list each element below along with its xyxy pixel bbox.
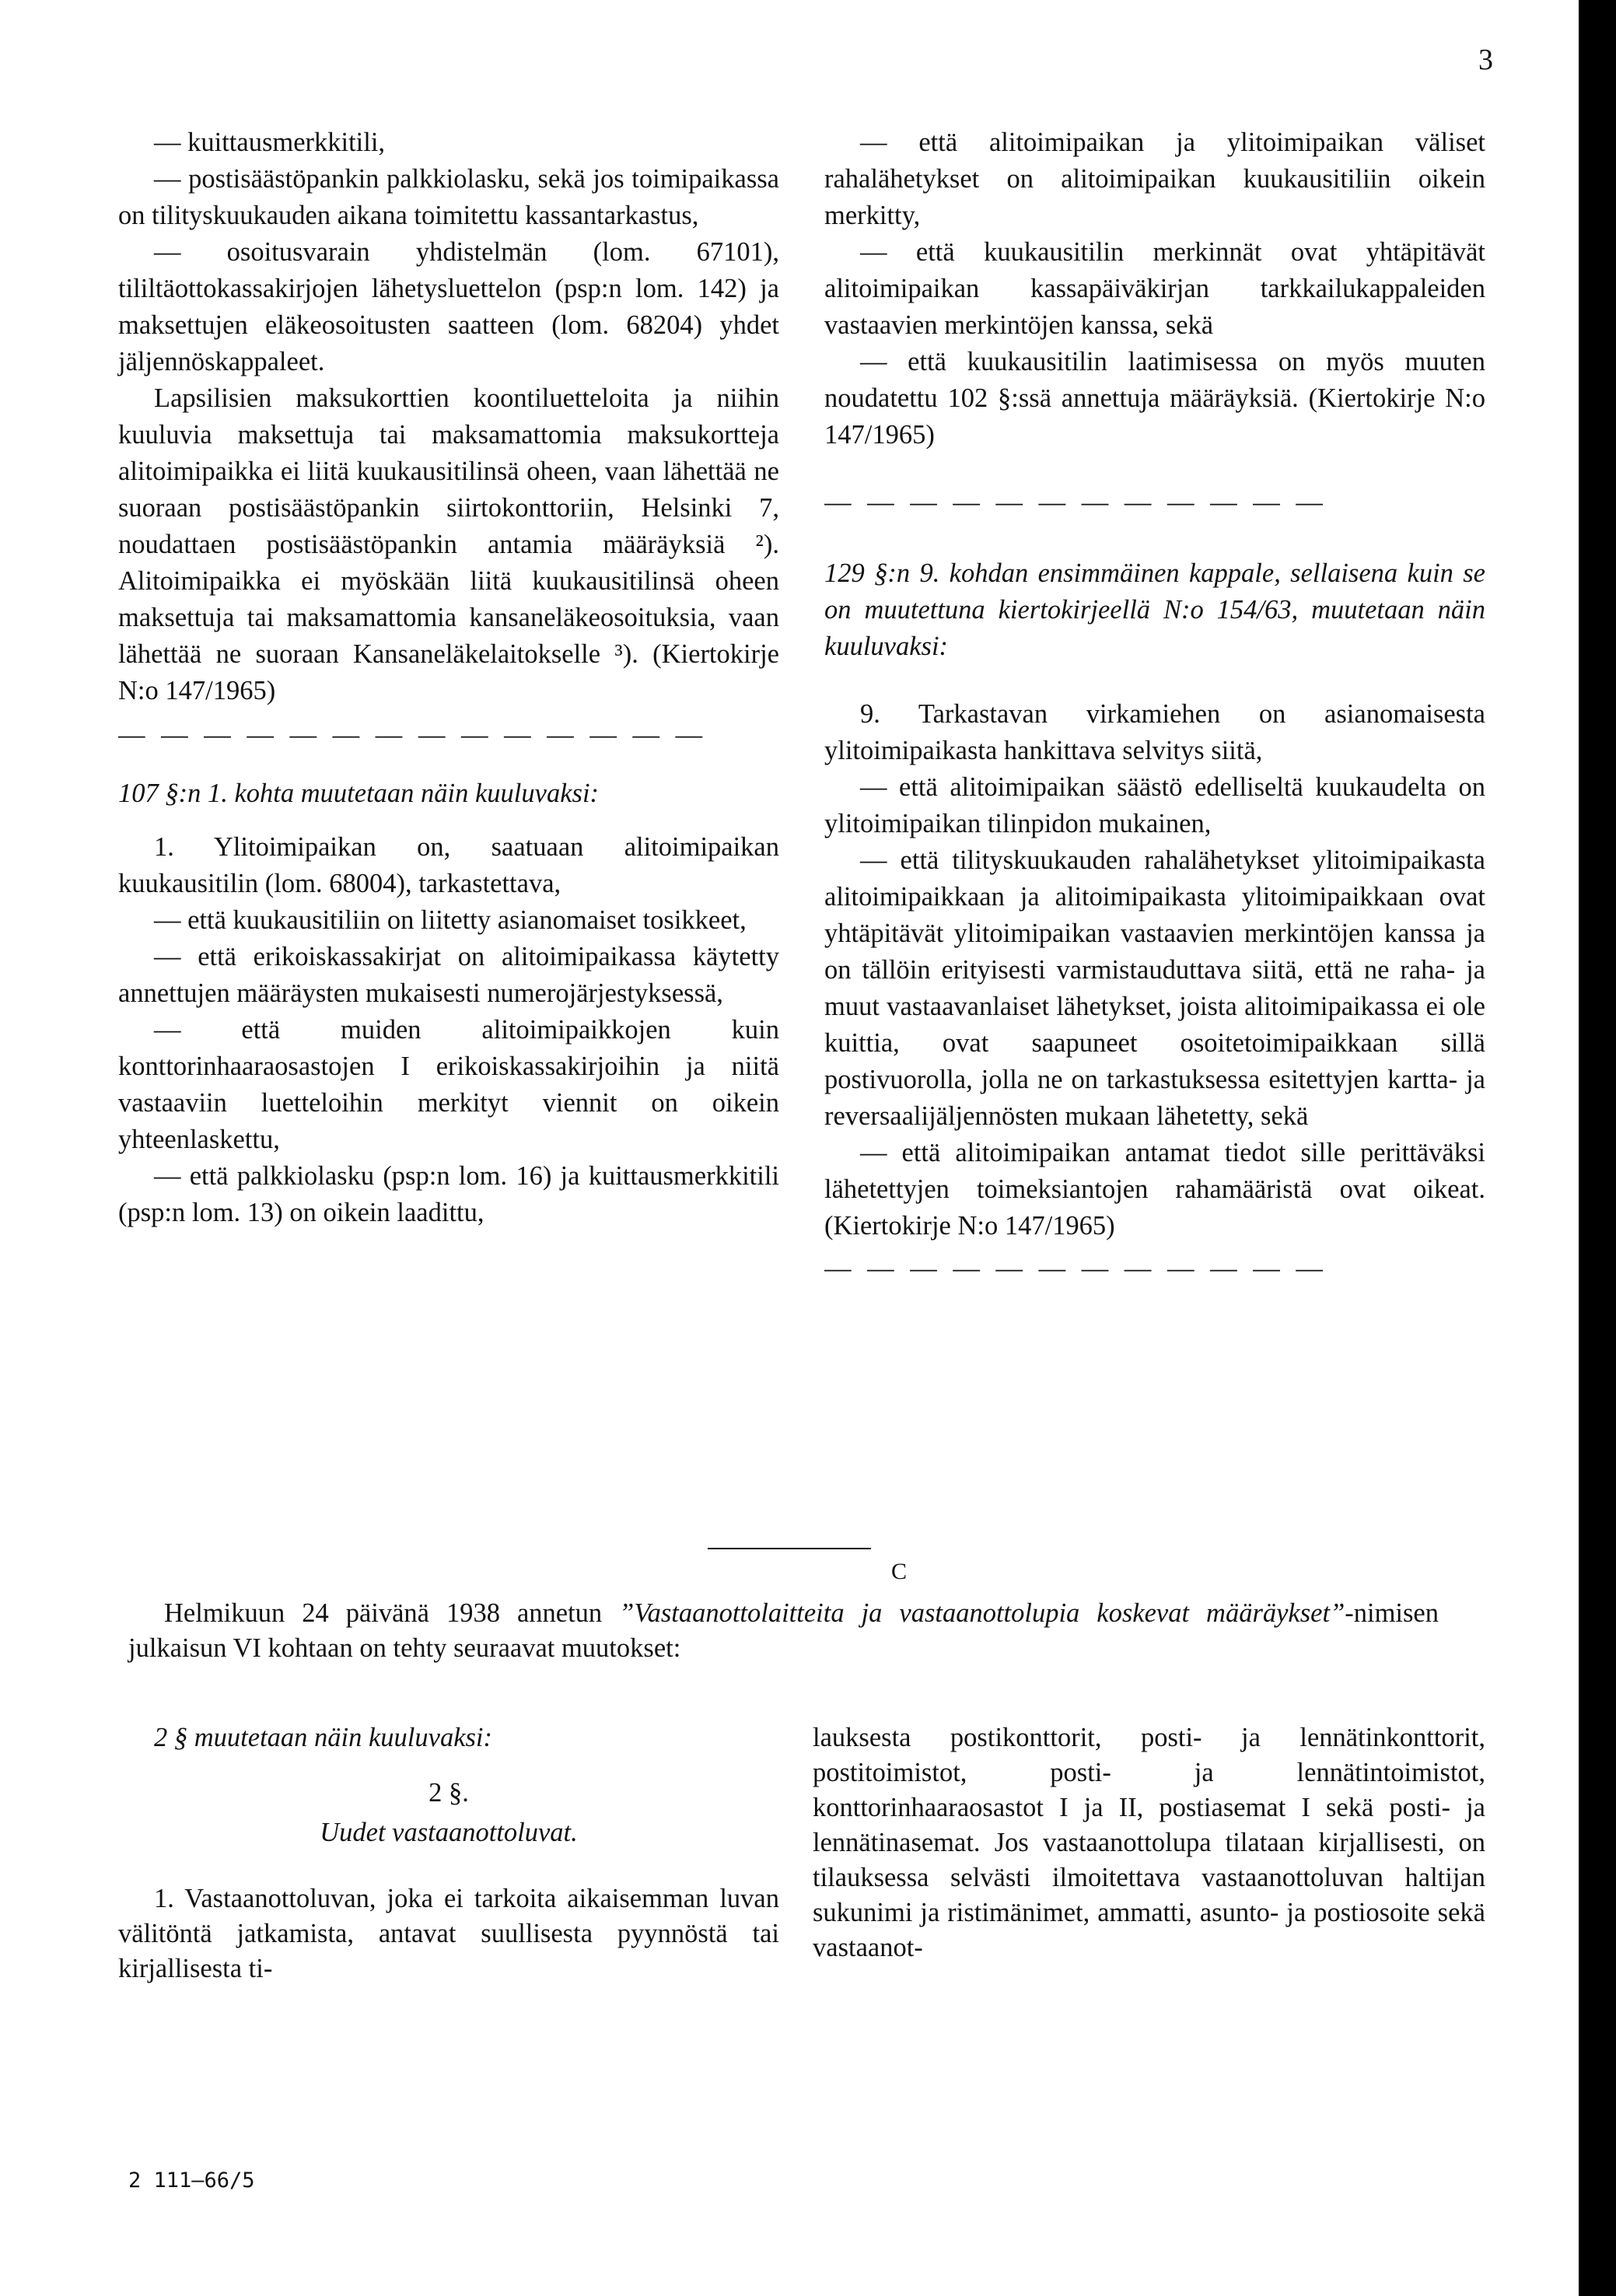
lower-left-paragraph-1: 1. Vastaanottoluvan, joka ei tarkoita aikaisemman luvan välitöntä jatkamista, antavat suullisesta pyynnöstä tai kirjallisesta ti- [118,1884,779,1983]
intro-tail: -nimisen julkaisun VI kohtaan on tehty seuraavat muutokset: [128,1598,1439,1663]
right-column [824,124,1485,1309]
page-number: 3 [1478,44,1493,76]
left-separator-1: — — — — — — — — — — — — — — [118,720,708,750]
section-divider [708,1548,871,1549]
right-separator-1: — — — — — — — — — — — — [824,488,1327,517]
lower-left-section: 2 §. [428,1778,469,1808]
intro-title: ”Vastaanottolaitteita ja vastaanottolupia koskevat määräykset” [619,1598,1345,1628]
left-paragraph-8: — että muiden alitoimipaikkojen kuin konttorinhaaraosastojen I erikoiskassakirjoihin ja niitä vastaaviin luetteloihin merkityt viennit on oikein yhteenlaskettu, [118,1015,779,1154]
left-paragraph-7: — että erikoiskassakirjat on alitoimipaikassa käytetty annettujen määräysten mukaisesti numerojärjestyksessä, [118,942,779,1008]
right-amendment-heading: 129 §:n 9. kohdan ensimmäinen kappale, sellaisena kuin se on muutettuna kiertokirjeellä N:o 154/63, muutetaan näin kuuluvaksi: [824,558,1485,661]
left-paragraph-2: — postisäästöpankin palkkiolasku, sekä jos toimipaikassa on tilityskuukauden aikana toimitettu kassantarkastus, [118,164,779,230]
footer-signature: 2 111—66/5 [128,2168,255,2193]
left-paragraph-3: — osoitusvarain yhdistelmän (lom. 67101), tililtäottokassakirjojen lähetysluettelon (psp:n lom. 142) ja maksettujen eläkeosoitusten saatteen (lom. 68204) yhdet jäljennöskappaleet. [118,237,779,376]
lower-left-column [118,1720,779,1986]
right-paragraph-2: — että kuukausitilin merkinnät ovat yhtäpitävät alitoimipaikan kassapäiväkirjan tarkkailukappaleiden vastaavien merkintöjen kanssa, sekä [824,237,1485,340]
left-paragraph-1: — kuittausmerkkitili, [154,128,386,157]
right-paragraph-3: — että kuukausitilin laatimisessa on myös muuten noudatettu 102 §:ssä annettuja määräyksiä. (Kiertokirje N:o 147/1965) [824,347,1485,450]
left-paragraph-4: Lapsilisien maksukorttien koontiluetteloita ja niihin kuuluvia maksettuja tai maksamattomia maksukortteja alitoimipaikka ei liitä kuukausitilinsä oheen, vaan lähettää ne suoraan postisäästöpankin siirtokonttoriin, Helsinki 7, noudattaen postisäästöpankin antamia määräyksiä ²). Alitoimipaikka ei myöskään liitä kuukausitilinsä oheen maksettuja tai maksamattomia kansaneläkeosoituksia, vaan lähettää ne suoraan Kansaneläkelaitokselle ³). (Kiertokirje N:o 147/1965) [118,383,779,705]
right-paragraph-4: 9. Tarkastavan virkamiehen on asianomaisesta ylitoimipaikasta hankittava selvitys siitä, [824,699,1485,765]
intro-lead: Helmikuun 24 päivänä 1938 annetun [164,1598,620,1628]
section-intro [128,1596,1439,1666]
page-edge [1579,0,1616,2296]
lower-right-column [813,1720,1485,1965]
lower-left-subheading: Uudet vastaanottoluvat. [320,1818,578,1847]
lower-right-paragraph-1: lauksesta postikonttorit, posti- ja lennätinkonttorit, postitoimistot, posti- ja lennätintoimistot, konttorinhaaraosastot I ja II, postiasemat I sekä posti- ja lennätinasemat. Jos vastaanottolupa tilataan kirjallisesti, on tilauksessa selvästi ilmoitettava vastaanottoluvan haltijan sukunimi ja ristimänimet, ammatti, asunto- ja postiosoite sekä vastaanot- [813,1723,1485,1962]
right-paragraph-1: — että alitoimipaikan ja ylitoimipaikan väliset rahalähetykset on alitoimipaikan kuukausitiliin oikein merkitty, [824,128,1485,230]
right-paragraph-7: — että alitoimipaikan antamat tiedot sille perittäväksi lähetettyjen toimeksiantojen rahamääristä ovat oikeat. (Kiertokirje N:o 147/1965) [824,1138,1485,1241]
left-paragraph-5: 1. Ylitoimipaikan on, saatuaan alitoimipaikan kuukausitilin (lom. 68004), tarkastettava, [118,832,779,898]
left-column [118,124,779,1231]
lower-left-heading: 2 § muutetaan näin kuuluvaksi: [154,1723,493,1752]
right-separator-2: — — — — — — — — — — — — [824,1254,1327,1283]
section-mark: C [891,1559,908,1584]
right-paragraph-5: — että alitoimipaikan säästö edelliseltä kuukaudelta on ylitoimipaikan tilinpidon mukainen, [824,772,1485,838]
left-paragraph-6: — että kuukausitiliin on liitetty asianomaiset tosikkeet, [154,905,747,935]
right-paragraph-6: — että tilityskuukauden rahalähetykset ylitoimipaikasta alitoimipaikkaan ja alitoimipaikasta ylitoimipaikkaan ovat yhtäpitävät ylitoimipaikan vastaavien merkintöjen kanssa ja on tällöin erityisesti varmistauduttava siitä, että ne raha- ja muut vastaavanlaiset lähetykset, joista alitoimipaikassa ei ole kuittia, ovat saapuneet osoitetoimipaikkaan sillä postivuorolla, jolla ne on tarkastuksessa esitettyjen kartta- ja reversaalijäljennösten mukaan lähetetty, sekä [824,845,1485,1131]
left-paragraph-9: — että palkkiolasku (psp:n lom. 16) ja kuittausmerkkitili (psp:n lom. 13) on oikein laadittu, [118,1161,779,1227]
left-amendment-heading: 107 §:n 1. kohta muutetaan näin kuuluvaksi: [118,779,600,808]
